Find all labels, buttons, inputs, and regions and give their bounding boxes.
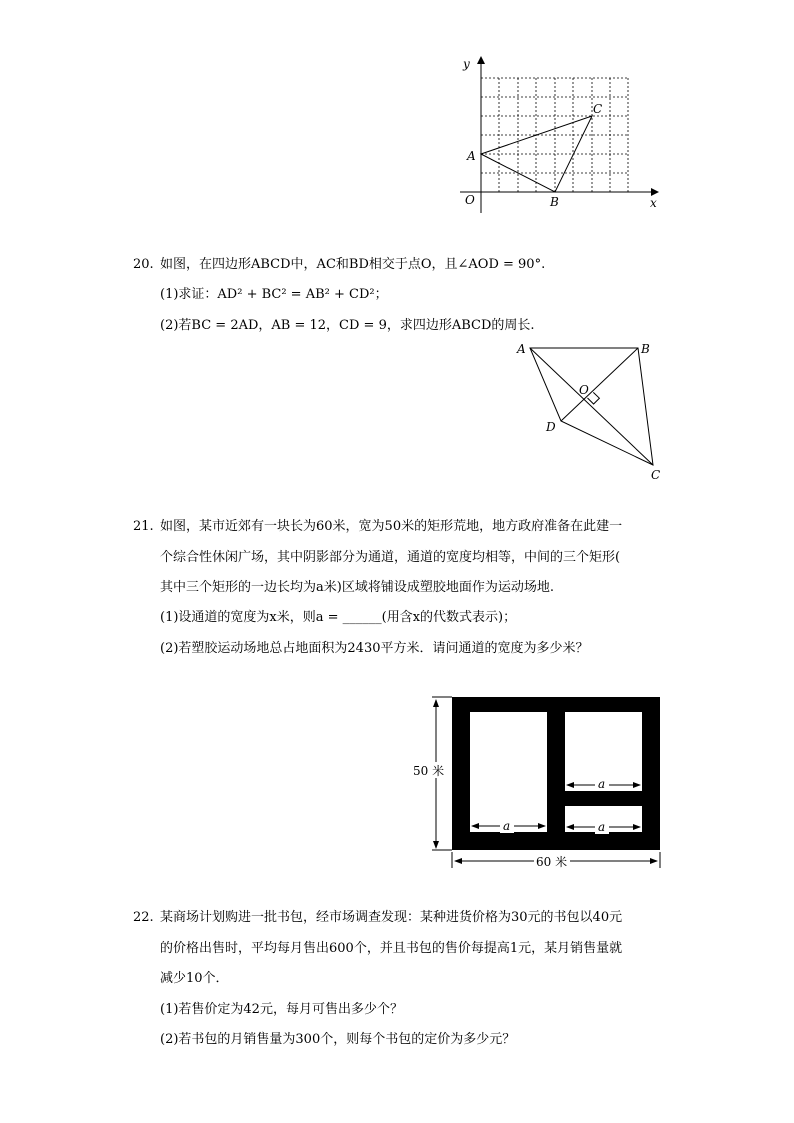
q22-line1: 某商场计划购进一批书包，经市场调查发现：某种进货价格为30元的书包以40元 — [160, 910, 623, 925]
a-label-bottom-right: a — [598, 820, 606, 834]
question-number-22: 22. — [133, 910, 154, 925]
q22-part1: (1)若售价定为42元，每月可售出多少个？ — [160, 1002, 403, 1017]
q21-part2: (2)若塑胶运动场地总占地面积为2430平方米．请问通道的宽度为多少米？ — [160, 641, 589, 656]
q21-part1: (1)设通道的宽度为x米，则a = ______(用含x的代数式表示)； — [160, 610, 517, 625]
q22-part2: (2)若书包的月销售量为300个，则每个书包的定价为多少元？ — [160, 1032, 516, 1047]
vertex-d-label: D — [546, 420, 556, 434]
grid-figure — [455, 55, 665, 215]
vertex-c-label: C — [651, 468, 661, 482]
center-o-label: O — [579, 383, 589, 397]
vertex-a-label: A — [517, 342, 526, 356]
vertex-b-label: B — [641, 342, 650, 356]
q20-part1: (1)求证：AD² + BC² = AB² + CD²； — [160, 287, 388, 302]
q20-part2: (2)若BC = 2AD，AB = 12，CD = 9，求四边形ABCD的周长. — [160, 318, 535, 333]
q22-line3: 减少10个． — [160, 971, 229, 986]
point-a-label: A — [467, 149, 476, 163]
q21-line2: 个综合性休闲广场，其中阴影部分为通道，通道的宽度均相等，中间的三个矩形( — [160, 550, 621, 565]
a-label-left: a — [503, 819, 511, 833]
y-axis-label: y — [463, 57, 470, 71]
quadrilateral-figure — [510, 335, 670, 485]
q21-line1: 如图，某市近郊有一块长为60米，宽为50米的矩形荒地，地方政府准备在此建一 — [160, 519, 623, 534]
diagonal-ac — [530, 348, 653, 465]
question-number-21: 21. — [133, 519, 154, 534]
height-label: 50 米 — [413, 764, 445, 778]
q21-line3: 其中三个矩形的一边长均为a米)区域将铺设成塑胶地面作为运动场地. — [160, 580, 554, 595]
diagonal-bd — [561, 348, 638, 421]
q20-stem: 如图，在四边形ABCD中，AC和BD相交于点O，且∠AOD = 90°. — [160, 257, 546, 272]
a-label-top-right: a — [598, 777, 606, 791]
grid-lines — [481, 78, 628, 192]
field-left — [470, 712, 547, 832]
plaza-figure — [410, 688, 670, 878]
origin-label: O — [465, 193, 475, 207]
width-label: 60 米 — [536, 855, 568, 869]
x-axis-label: x — [650, 196, 657, 210]
point-c-label: C — [593, 102, 603, 116]
point-b-label: B — [550, 195, 559, 209]
q22-line2: 的价格出售时，平均每月售出600个，并且书包的售价每提高1元，某月销售量就 — [160, 941, 623, 956]
question-number-20: 20. — [133, 257, 154, 272]
